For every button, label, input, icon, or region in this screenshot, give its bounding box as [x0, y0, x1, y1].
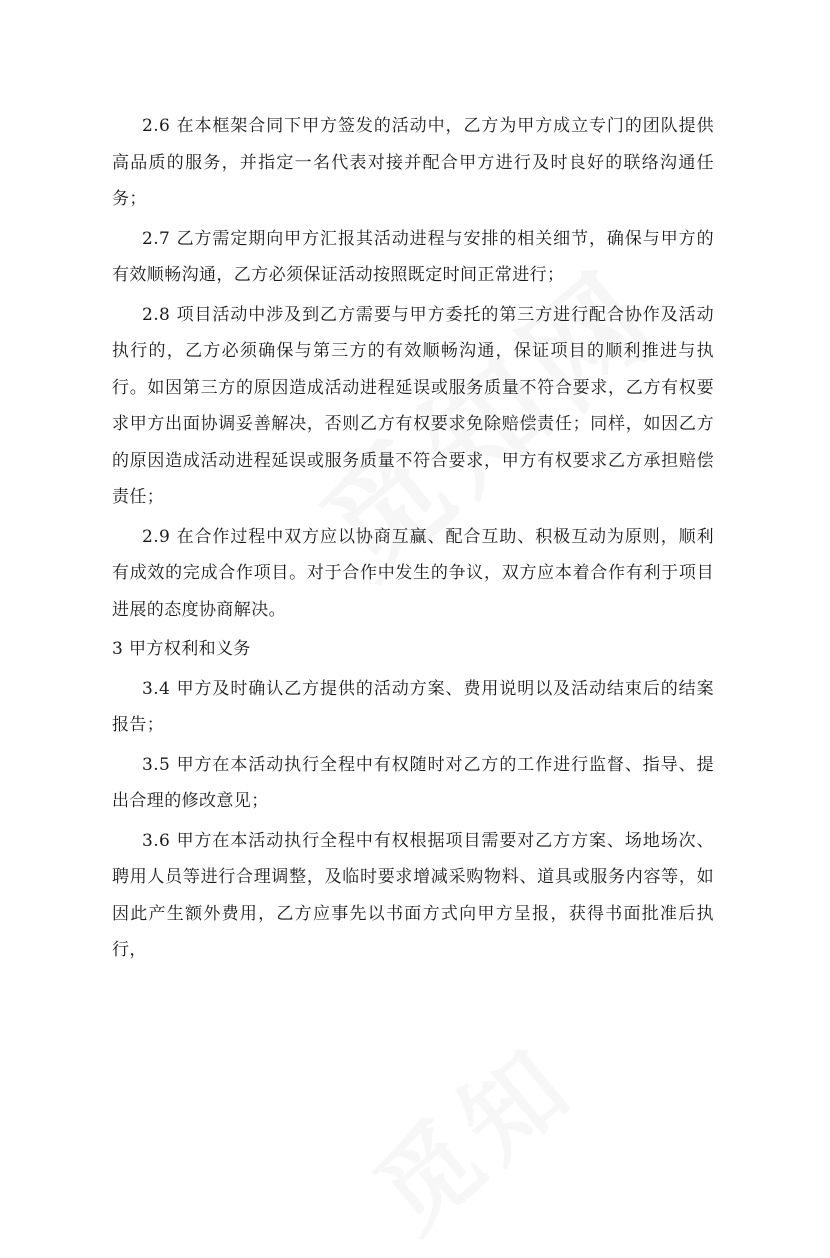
clause-2-8: 2.8 项目活动中涉及到乙方需要与甲方委托的第三方进行配合协作及活动执行的，乙方必须确保与第三方的有效顺畅沟通，保证项目的顺利推进与执行。如因第三方的原因造成活动进程延误或服务质量不符合要求，乙方有权要求甲方出面协调妥善解决，否则乙方有权要求免除赔偿责任；同样，如因乙方的原因造成活动进程延误或服务质量不符合要求，甲方有权要求乙方承担赔偿责任； [112, 304, 714, 507]
clause-3-6: 3.6 甲方在本活动执行全程中有权根据项目需要对乙方方案、场地场次、聘用人员等进行合理调整，及临时要求增减采购物料、道具或服务内容等，如因此产生额外费用，乙方应事先以书面方式向甲方呈报，获得书面批准后执行， [112, 830, 714, 960]
watermark [339, 1006, 600, 1258]
clause-3-5: 3.5 甲方在本活动执行全程中有权随时对乙方的工作进行监督、指导、提出合理的修改意见； [112, 754, 714, 811]
clause-2-7: 2.7 乙方需定期向甲方汇报其活动进程与安排的相关细节，确保与甲方的有效顺畅沟通，乙方必须保证活动按照既定时间正常进行； [112, 228, 714, 285]
section-heading-3: 3 甲方权利和义务 [112, 639, 251, 659]
clause-2-9: 2.9 在合作过程中双方应以协商互赢、配合互助、积极互动为原则，顺利有成效的完成合作项目。对于合作中发生的争议，双方应本着合作有利于项目进展的态度协商解决。 [112, 526, 714, 620]
clause-2-6: 2.6 在本框架合同下甲方签发的活动中，乙方为甲方成立专门的团队提供高品质的服务，并指定一名代表对接并配合甲方进行及时良好的联络沟通任务； [112, 116, 714, 209]
clause-3-4: 3.4 甲方及时确认乙方提供的活动方案、费用说明以及活动结束后的结案报告； [112, 678, 714, 735]
document-body [112, 108, 714, 972]
